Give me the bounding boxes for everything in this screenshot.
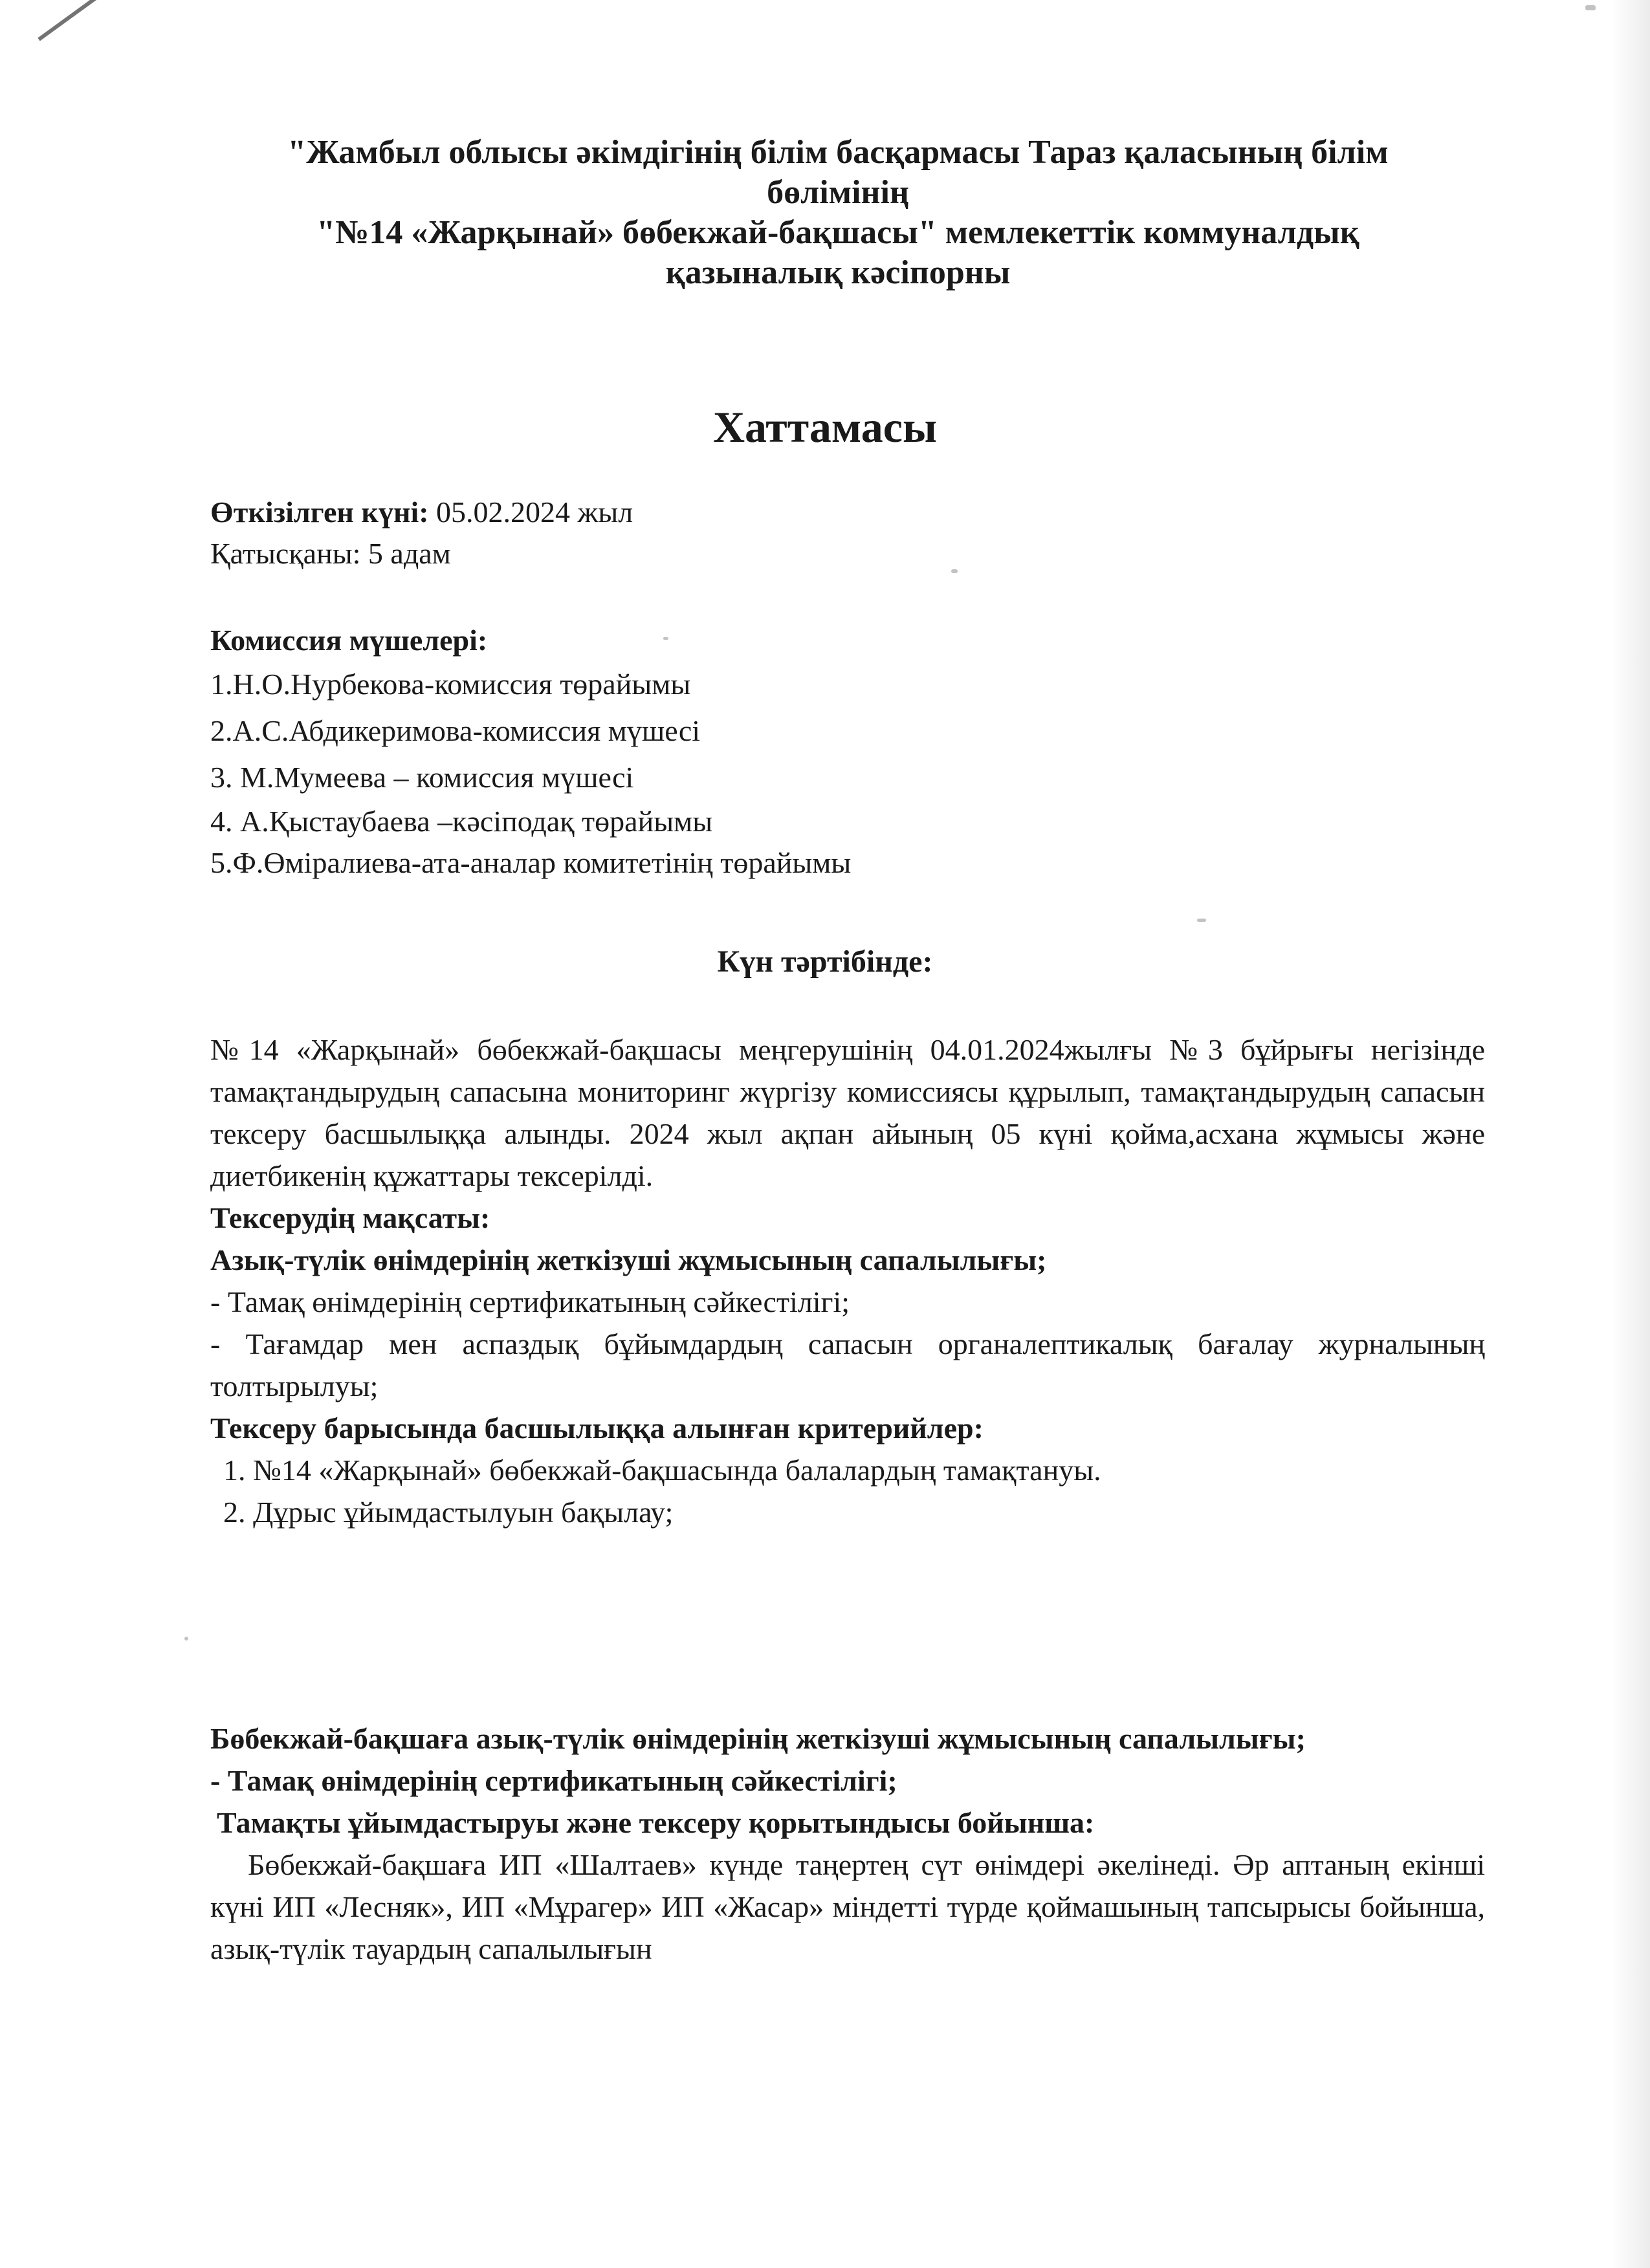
scan-pen-mark [38,0,108,41]
purpose-item: - Тамақ өнімдерінің сертификатының сәйкестілігі; [210,1285,850,1318]
criteria-item: 2. Дұрыс ұйымдастылуын бақылау; [223,1496,674,1529]
agenda-heading: Күн тәртібінде: [717,944,933,979]
document-title: Хаттамасы [712,402,938,452]
member-item: 3. М.Мумеева – комиссия мүшесі [210,761,634,794]
attendance: Қатысқаны: 5 адам [210,537,451,570]
section-subheading: - Тамақ өнімдерінің сертификатының сәйкестілігі; [210,1764,897,1797]
commission-members [210,620,851,884]
purpose-item: - Тағамдар мен аспаздық бұйымдардың сапасын органалептикалық бағалау журналының толтырылуы; [210,1327,1485,1402]
criteria-heading: Тексеру барысында басшылыққа алынған критерийлер: [210,1412,984,1445]
scan-speck [184,1637,188,1641]
result-paragraph: Бөбекжай-бақшаға ИП «Шалтаев» күнде таңертең сүт өнімдері әкелінеді. Әр аптаның екінші күні ИП «Лесняк», ИП «Мұрагер» ИП «Жасар» міндетті түрде қоймашының тапсырысы бойынша, азық-түлік тауардың сапалылығын [210,1848,1485,1965]
purpose-subheading: Азық-түлік өнімдерінің жеткізуші жұмысының сапалылығы; [210,1243,1047,1276]
agenda-paragraph: №14 «Жарқынай» бөбекжай-бақшасы меңгерушінің 04.01.2024жылғы №3 бұйрығы негізінде тамақтандырудың сапасына мониторинг жүргізу комиссиясы құрылып, тамақтандырудың сапасын тексеру басшылыққа алынды. 2024 жыл ақпан айының 05 күні қойма,асхана жұмысы және диетбикенің құжаттары тексерілді. [210,1033,1485,1192]
organization-header [194,133,1482,293]
scan-edge-shadow [1611,0,1650,2268]
delivery-section [210,1717,1485,1970]
criteria-item: 1. №14 «Жарқынай» бөбекжай-бақшасында балалардың тамақтануы. [223,1454,1101,1487]
result-heading: Тамақты ұйымдастыруы және тексеру қорытындысы бойынша: [217,1806,1095,1839]
meeting-meta [210,492,633,574]
date-label: Өткізілген күні: [210,496,429,529]
scan-speck [1197,919,1206,922]
section-heading: Бөбекжай-бақшаға азық-түлік өнімдерінің жеткізуші жұмысының сапалылығы; [210,1722,1306,1755]
meeting-date [210,492,633,533]
criteria-list [210,1449,1485,1533]
member-item: 4. А.Қыстаубаева –кәсіподақ төрайымы [210,805,713,838]
member-item: 1.Н.О.Нурбекова-комиссия төрайымы [210,668,691,701]
purpose-heading: Тексерудің мақсаты: [210,1201,490,1234]
agenda-section [210,1029,1485,1533]
scan-speck [1585,5,1596,10]
member-item: 5.Ф.Өміралиева-ата-аналар комитетінің төрайымы [210,846,852,879]
date-value: 05.02.2024 жыл [428,496,633,529]
header-line: бөлімінің [767,174,909,211]
header-line: қазыналық кәсіпорны [665,254,1011,291]
header-line: "№14 «Жарқынай» бөбекжай-бақшасы" мемлекеттік коммуналдық [316,214,1359,251]
commission-heading: Комиссия мүшелері: [210,624,488,657]
header-line: "Жамбыл облысы әкімдігінің білім басқармасы Тараз қаласының білім [287,134,1389,171]
scan-speck [951,569,958,573]
member-item: 2.А.С.Абдикеримова-комиссия мүшесі [210,714,701,747]
